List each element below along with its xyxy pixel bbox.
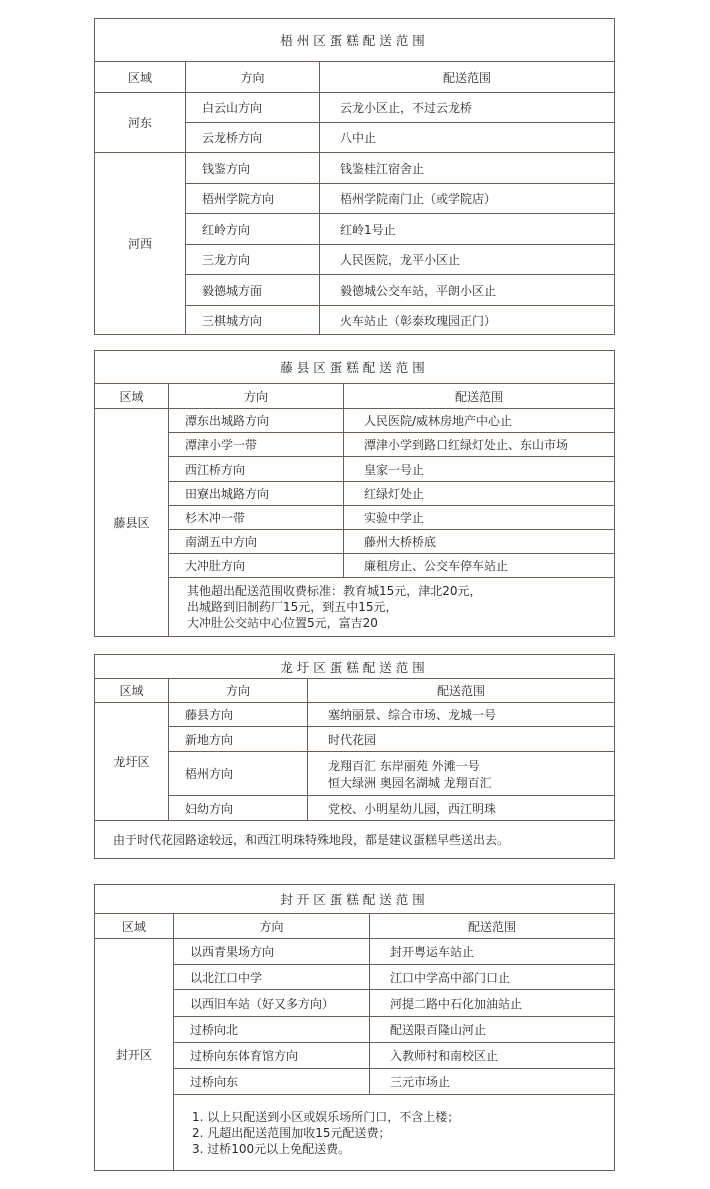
- range-line: 八中止: [340, 131, 377, 145]
- direction-cell: 大冲肚方向: [169, 554, 344, 578]
- delivery-table: [94, 350, 615, 637]
- direction-cell: 西江桥方向: [169, 457, 344, 482]
- range-line: 云龙小区止，不过云龙桥: [340, 101, 473, 115]
- range-line: 三元市场止: [390, 1075, 451, 1089]
- table-row: [95, 530, 615, 554]
- region-cell: 封开区: [95, 939, 174, 1171]
- range-line: 时代花园: [328, 732, 377, 747]
- note-row: [95, 578, 615, 637]
- table-title: 藤县区蛋糕配送范围: [95, 351, 615, 384]
- header-row: [95, 679, 615, 703]
- delivery-table: [94, 654, 615, 859]
- range-cell: [320, 214, 615, 245]
- table-row: [95, 457, 615, 482]
- range-cell: [344, 409, 615, 433]
- table-title: 龙圩区蛋糕配送范围: [95, 655, 615, 679]
- region-cell: 藤县区: [95, 409, 169, 637]
- range-line: 配送限百隆山河止: [390, 1023, 487, 1037]
- direction-cell: 梧州方向: [169, 752, 308, 796]
- note-line: 大冲肚公交站中心位置5元，富吉20: [187, 616, 378, 630]
- range-line: 钱鉴桂江宿舍止: [340, 161, 425, 176]
- title-row: [95, 19, 615, 62]
- header-region: 区域: [95, 62, 186, 93]
- range-cell: [344, 554, 615, 578]
- range-line: 恒大绿洲 奥园名湖城 龙翔百汇: [328, 775, 492, 790]
- table-row: [95, 752, 615, 796]
- direction-cell: 潭津小学一带: [169, 433, 344, 457]
- table-row: [95, 703, 615, 727]
- table-row: [95, 727, 615, 752]
- note-line: 其他超出配送范围收费标准：教育城15元，津北20元，: [187, 584, 482, 598]
- direction-cell: 潭东出城路方向: [169, 409, 344, 433]
- range-cell: [320, 275, 615, 306]
- table-row: [95, 433, 615, 457]
- range-line: 皇家一号止: [364, 462, 425, 477]
- direction-cell: 以西青果场方向: [174, 939, 370, 965]
- direction-cell: 过桥向北: [174, 1017, 370, 1043]
- table-title: 梧州区蛋糕配送范围: [95, 19, 615, 62]
- range-line: 藤州大桥桥底: [364, 535, 437, 549]
- note-line: 1. 以上只配送到小区或娱乐场所门口，不含上楼；: [192, 1109, 460, 1124]
- range-line: 党校、小明星幼儿园，西江明珠: [328, 801, 497, 816]
- header-direction: 方向: [169, 384, 344, 409]
- range-cell: [320, 153, 615, 184]
- range-line: 江口中学高中部门口止: [390, 970, 511, 985]
- range-cell: [308, 727, 615, 752]
- header-region: 区域: [95, 679, 169, 703]
- range-line: 火车站止（彰泰玫瑰园正门）: [340, 313, 497, 328]
- range-line: 红岭1号止: [340, 222, 396, 237]
- direction-cell: 梧州学院方向: [186, 184, 320, 214]
- direction-cell: 南湖五中方向: [169, 530, 344, 554]
- range-line: 人民医院，龙平小区止: [340, 253, 461, 267]
- direction-cell: 白云山方向: [186, 93, 320, 123]
- table-row: [95, 93, 615, 123]
- header-direction: 方向: [169, 679, 308, 703]
- range-line: 封开粤运车站止: [390, 945, 475, 959]
- direction-cell: 藤县方向: [169, 703, 308, 727]
- range-cell: [308, 703, 615, 727]
- range-cell: [370, 1043, 615, 1069]
- note-cell: [174, 1095, 615, 1171]
- region-cell: 龙圩区: [95, 703, 169, 821]
- range-line: 河提二路中石化加油站止: [390, 996, 523, 1011]
- header-row: [95, 62, 615, 93]
- delivery-table: [94, 18, 615, 335]
- table-row: [95, 153, 615, 184]
- note-line: 2. 凡超出配送范围加收15元配送费；: [192, 1125, 391, 1140]
- range-line: 廉租房止、公交车停车站止: [364, 559, 509, 573]
- range-line: 潭津小学到路口红绿灯处止、东山市场: [364, 438, 569, 452]
- range-cell: [344, 457, 615, 482]
- range-cell: [370, 965, 615, 990]
- direction-cell: 毅德城方面: [186, 275, 320, 306]
- range-cell: [344, 433, 615, 457]
- header-row: [95, 914, 615, 939]
- table-title: 封开区蛋糕配送范围: [95, 885, 615, 914]
- range-line: 入教师村和南校区止: [390, 1049, 499, 1063]
- direction-cell: 云龙桥方向: [186, 123, 320, 153]
- range-cell: [320, 245, 615, 275]
- note-line: 出城路到旧制药厂15元，到五中15元，: [187, 600, 398, 614]
- title-row: [95, 351, 615, 384]
- header-range: 配送范围: [344, 384, 615, 409]
- note-line: 由于时代花园路途较远，和西江明珠特殊地段，都是建议蛋糕早些送出去。: [113, 832, 510, 847]
- header-region: 区域: [95, 914, 174, 939]
- table-row: [95, 482, 615, 506]
- range-line: 毅德城公交车站，平朗小区止: [340, 283, 497, 298]
- direction-cell: 以西旧车站（好又多方向）: [174, 990, 370, 1017]
- direction-cell: 三棋城方向: [186, 306, 320, 335]
- range-line: 实验中学止: [364, 511, 425, 525]
- range-line: 梧州学院南门止（或学院店）: [340, 192, 497, 206]
- header-direction: 方向: [174, 914, 370, 939]
- region-cell: 河东: [95, 93, 186, 153]
- direction-cell: 妇幼方向: [169, 796, 308, 821]
- range-line: 龙翔百汇 东岸丽苑 外滩一号: [328, 758, 480, 773]
- note-row: [95, 821, 615, 859]
- direction-cell: 钱鉴方向: [186, 153, 320, 184]
- range-cell: [370, 1069, 615, 1095]
- direction-cell: 红岭方向: [186, 214, 320, 245]
- range-cell: [344, 482, 615, 506]
- range-cell: [344, 506, 615, 530]
- table-row: [95, 506, 615, 530]
- direction-cell: 过桥向东体育馆方向: [174, 1043, 370, 1069]
- range-line: 人民医院/威林房地产中心止: [364, 414, 513, 428]
- range-cell: [370, 939, 615, 965]
- header-range: 配送范围: [320, 62, 615, 93]
- delivery-table: [94, 884, 615, 1171]
- title-row: [95, 655, 615, 679]
- direction-cell: 三龙方向: [186, 245, 320, 275]
- title-row: [95, 885, 615, 914]
- direction-cell: 以北江口中学: [174, 965, 370, 990]
- note-cell: [95, 821, 615, 859]
- range-cell: [320, 184, 615, 214]
- range-cell: [320, 93, 615, 123]
- header-direction: 方向: [186, 62, 320, 93]
- table-row: [95, 796, 615, 821]
- table-row: [95, 939, 615, 965]
- direction-cell: 杉木冲一带: [169, 506, 344, 530]
- header-range: 配送范围: [370, 914, 615, 939]
- range-line: 塞纳丽景、综合市场、龙城一号: [328, 708, 497, 722]
- range-cell: [370, 1017, 615, 1043]
- range-cell: [308, 796, 615, 821]
- range-cell: [320, 306, 615, 335]
- header-row: [95, 384, 615, 409]
- range-cell: [320, 123, 615, 153]
- direction-cell: 过桥向东: [174, 1069, 370, 1095]
- note-line: 3. 过桥100元以上免配送费。: [192, 1141, 351, 1156]
- range-line: 红绿灯处止: [364, 487, 425, 501]
- header-region: 区域: [95, 384, 169, 409]
- table-row: [95, 409, 615, 433]
- table-row: [95, 554, 615, 578]
- range-cell: [308, 752, 615, 796]
- header-range: 配送范围: [308, 679, 615, 703]
- range-cell: [370, 990, 615, 1017]
- direction-cell: 田寮出城路方向: [169, 482, 344, 506]
- range-cell: [344, 530, 615, 554]
- region-cell: 河西: [95, 153, 186, 335]
- direction-cell: 新地方向: [169, 727, 308, 752]
- note-cell: [169, 578, 615, 637]
